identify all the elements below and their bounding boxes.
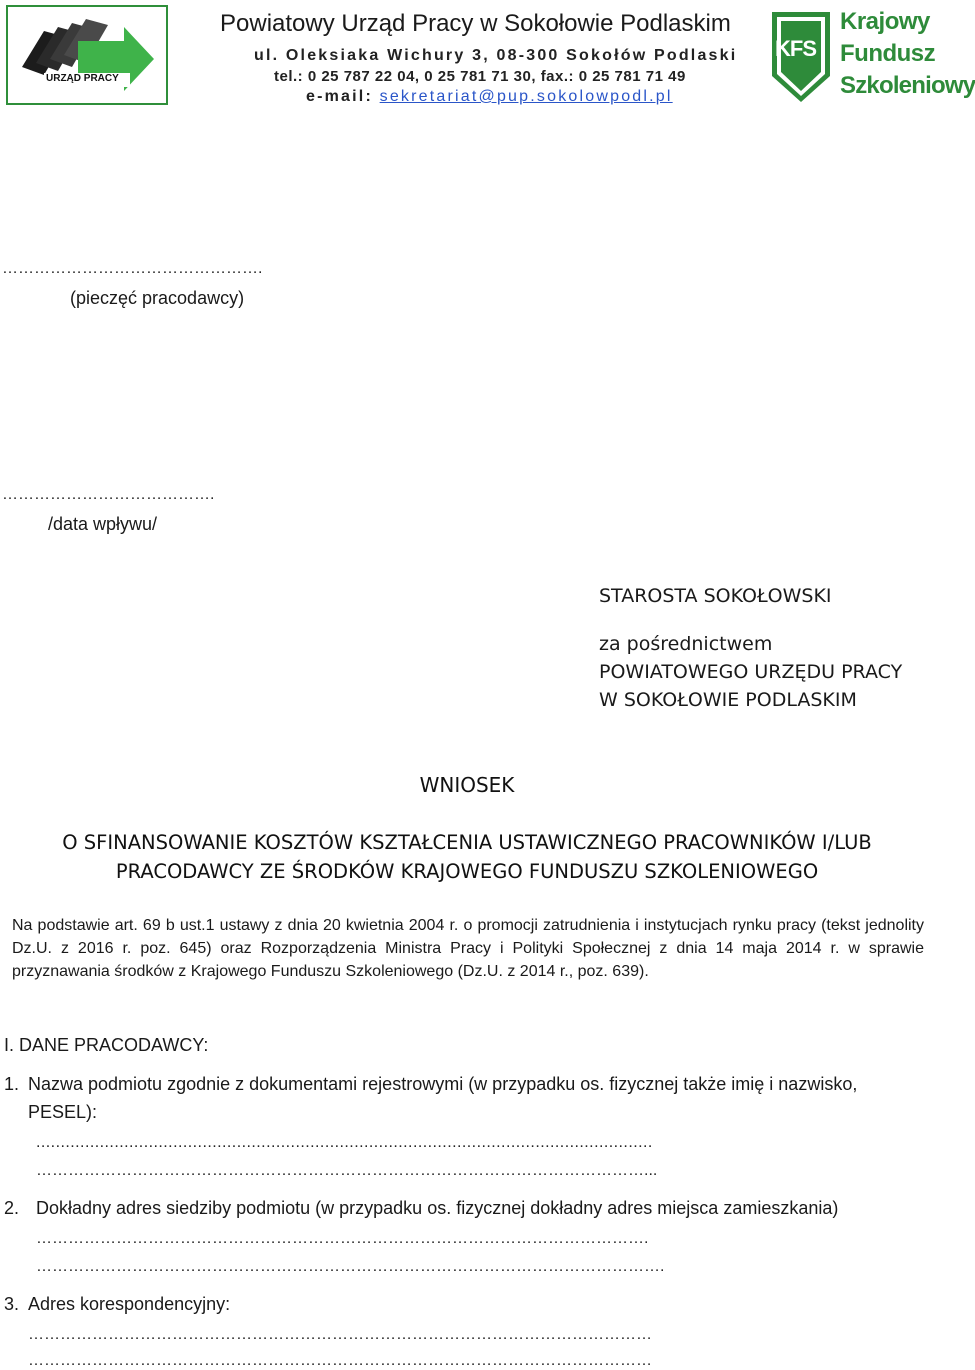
item2-number: 2.: [4, 1198, 20, 1218]
received-label: /data wpływu/: [48, 514, 158, 534]
item1-text-line2: PESEL):: [28, 1102, 98, 1122]
pup-logo: [6, 5, 168, 105]
item1-number: 1.: [4, 1074, 20, 1094]
item2-text-line1: Dokładny adres siedziby podmiotu (w przypadku os. fizycznej dokładny adres miejsca zamieszkania): [36, 1198, 839, 1218]
item3-answer-line1[interactable]: ………………………………………………………………………………………………………: [28, 1326, 652, 1343]
item3-text-line1: Adres korespondencyjny:: [28, 1294, 231, 1314]
item1-answer-line1[interactable]: ..............................................................................................................................: [36, 1134, 653, 1151]
kfs-abbr: KFS: [775, 36, 816, 61]
legal-basis: Na podstawie art. 69 b ust.1 ustawy z dnia 20 kwietnia 2004 r. o promocji zatrudnienia i instytucjach rynku pracy (tekst jednolity Dz.U. z 2016 r. poz. 645) oraz Rozporządzenia Ministra Pracy i Polityki Społecznej z dnia 14 maja 2014 r. w sprawie przyznawania środków z Krajowego Funduszu Szkoleniowego (Dz.U. z 2014 r., poz. 639).: [12, 917, 924, 980]
kfs-logo: [768, 6, 975, 106]
received-dots: ………………………………….: [2, 486, 215, 503]
pup-logo-text: URZĄD PRACY: [46, 73, 119, 84]
form-subtitle-line2: PRACODAWCY ZE ŚRODKÓW KRAJOWEGO FUNDUSZU SZKOLENIOWEGO: [115, 860, 819, 883]
item1-text-line1: Nazwa podmiotu zgodnie z dokumentami rejestrowymi (w przypadku os. fizycznej także imię i nazwisko,: [28, 1074, 858, 1094]
form-subtitle-line1: O SFINANSOWANIE KOSZTÓW KSZTAŁCENIA USTAWICZNEGO PRACOWNIKÓW I/LUB: [62, 831, 872, 854]
addressee-line2: za pośrednictwem: [599, 633, 773, 655]
item2-answer-line1[interactable]: …………………………………………………………………………………………………….: [36, 1230, 649, 1247]
email-label: e-mail:: [306, 88, 380, 105]
office-name: Powiatowy Urząd Pracy w Sokołowie Podlaskim: [220, 10, 731, 37]
form-title: WNIOSEK: [419, 773, 515, 797]
addressee-line4: W SOKOŁOWIE PODLASKIM: [599, 689, 857, 711]
item3-answer-line2[interactable]: ………………………………………………………………………………………………………: [28, 1352, 652, 1369]
email-link[interactable]: sekretariat@pup.sokolowpodl.pl: [379, 88, 673, 105]
kfs-line3: Szkoleniowy: [840, 72, 975, 99]
office-email-line: [306, 88, 673, 106]
item2-answer-line2[interactable]: ……………………………………………………………………………………………………….: [36, 1258, 665, 1275]
kfs-line2: Fundusz: [840, 40, 936, 67]
addressee-line1: STAROSTA SOKOŁOWSKI: [599, 585, 832, 607]
item1-answer-line2[interactable]: ……………………………………………………………………………………………………...: [36, 1162, 658, 1179]
office-address: ul. Oleksiaka Wichury 3, 08-300 Sokołów Podlaski: [254, 47, 738, 64]
stamp-label: (pieczęć pracodawcy): [70, 288, 245, 308]
item3-number: 3.: [4, 1294, 20, 1314]
addressee-line3: POWIATOWEGO URZĘDU PRACY: [599, 661, 903, 683]
pup-logo-graphic: [8, 7, 166, 103]
section-heading: I. DANE PRACODAWCY:: [4, 1035, 209, 1055]
stamp-dots: ………………………………………….: [2, 260, 263, 277]
office-phones: tel.: 0 25 787 22 04, 0 25 781 71 30, fax.: 0 25 781 71 49: [274, 68, 686, 85]
kfs-line1: Krajowy: [840, 8, 930, 35]
